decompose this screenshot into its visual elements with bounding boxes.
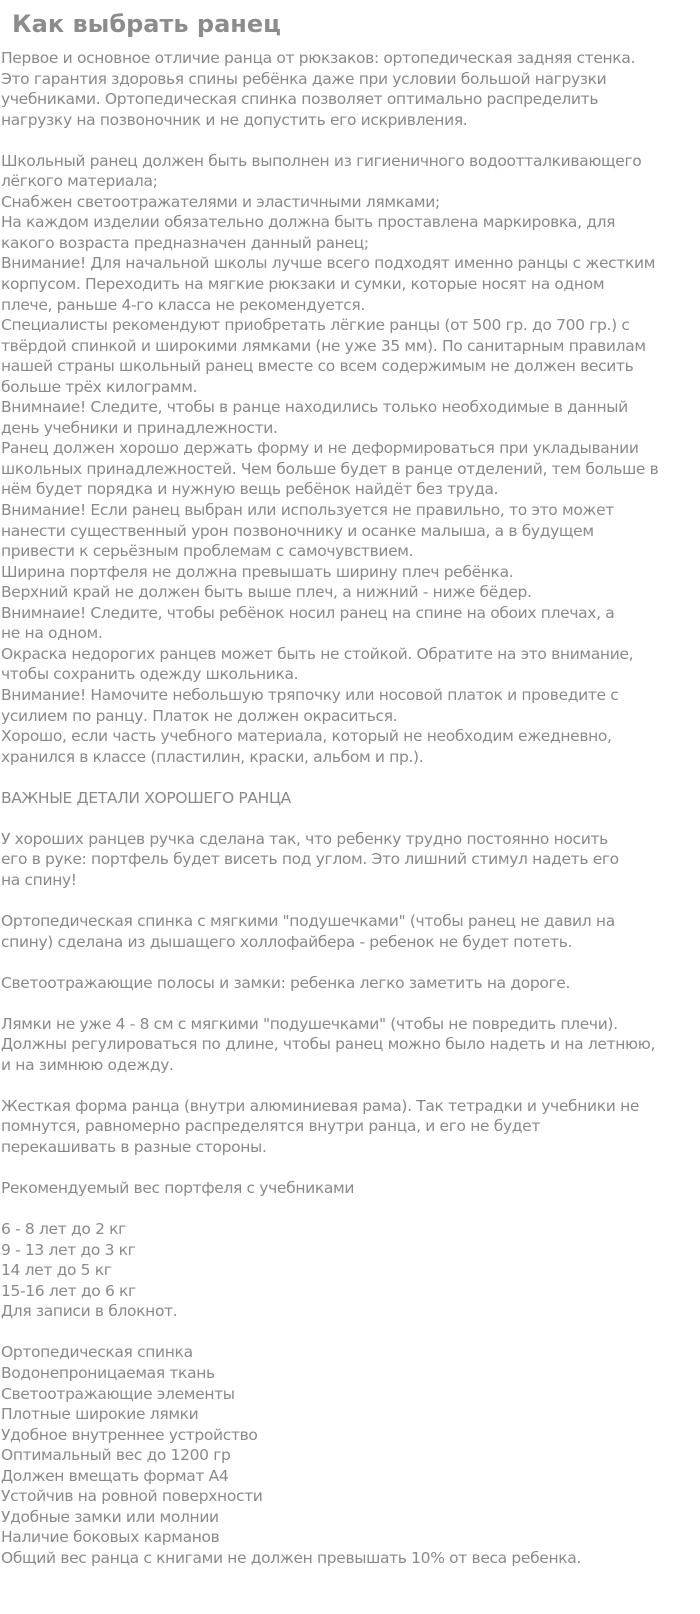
article-body: Первое и основное отличие ранца от рюкзаков: ортопедическая задняя стенка. Это гарантия здоровья спины ребёнка даже при условии большой нагрузки учебниками. Ортопедическая спинка позволяет оптимально распределить нагрузку на позвоночник и не допустить его искривления. Школьный ранец должен быть выполнен из гигиеничного водоотталкивающего лёгкого материала; Снабжен светоотражателями и эластичными лямками; На каждом изделии обязательно должна быть проставлена маркировка, для какого возраста предназначен данный ранец; Внимание! Для начальной школы лучше всего подходят именно ранцы с жестким корпусом. Переходить на мягкие рюкзаки и сумки, которые носят на одном плече, раньше 4-го класса не рекомендуется. Специалисты рекомендуют приобретать лёгкие ранцы (от 500 гр. до 700 гр.) с твёрдой спинкой и широкими лямками (не уже 35 мм). По санитарным правилам нашей страны школьный ранец вместе со всем содержимым не должен весить больше трёх килограмм. Внимнаие! Следите, чтобы в ранце находились только необходимые в данный день учебники и принадлежности. Ранец должен хорошо держать форму и не деформироваться при укладывании школьных принадлежностей. Чем больше будет в ранце отделений, тем больше в нём будет порядка и нужную вещь ребёнок найдёт без труда. Внимание! Если ранец выбран или используется не правильно, то это может нанести существенный урон позвоночнику и осанке малыша, а в будущем привести к серьёзным проблемам с самочувствием. Ширина портфеля не должна превышать ширину плеч ребёнка. Верхний край не должен быть выше плеч, а нижний - ниже бёдер. Внимнаие! Следите, чтобы ребёнок носил ранец на спине на обоих плечах, а не на одном. Окраска недорогих ранцев может быть не стойкой. Обратите на это внимание, чтобы сохранить одежду школьника. Внимание! Намочите небольшую тряпочку или носовой платок и проведите с усилием по ранцу. Платок не должен окраситься. Хорошо, если часть учебного материала, который не необходим ежедневно, хранился в классе (пластилин, краски, альбом и пр.). ВАЖНЫЕ ДЕТАЛИ ХОРОШЕГО РАНЦА У хороших ранцев ручка сделана так, что ребенку трудно постоянно носить его в руке: портфель будет висеть под углом. Это лишний стимул надеть его на спину! Ортопедическая спинка с мягкими "подушечками" (чтобы ранец не давил на спину) сделана из дышащего холлофайбера - ребенок не будет потеть. Светоотражающие полосы и замки: ребенка легко заметить на дороге. Лямки не уже 4 - 8 см с мягкими "подушечками" (чтобы не повредить плечи). Должны регулироваться по длине, чтобы ранец можно было надеть и на летнюю, и на зимнюю одежду. Жесткая форма ранца (внутри алюминиевая рама). Так тетрадки и учебники не помнутся, равномерно распределятся внутри ранца, и его не будет перекашивать в разные стороны. Рекомендуемый вес портфеля с учебниками 6 - 8 лет до 2 кг 9 - 13 лет до 3 кг 14 лет до 5 кг 15-16 лет до 6 кг Для записи в блокнот. Ортопедическая спинка Водонепроницаемая ткань Светоотражающие элементы Плотные широкие лямки Удобное внутреннее устройство Оптимальный вес до 1200 гр Должен вмещать формат А4 Устойчив на ровной поверхности Удобные замки или молнии Наличие боковых карманов Общий вес ранца с книгами не должен превышать 10% от веса ребенка. — [1, 49, 659, 1567]
page-title: Как выбрать ранец — [12, 10, 281, 38]
